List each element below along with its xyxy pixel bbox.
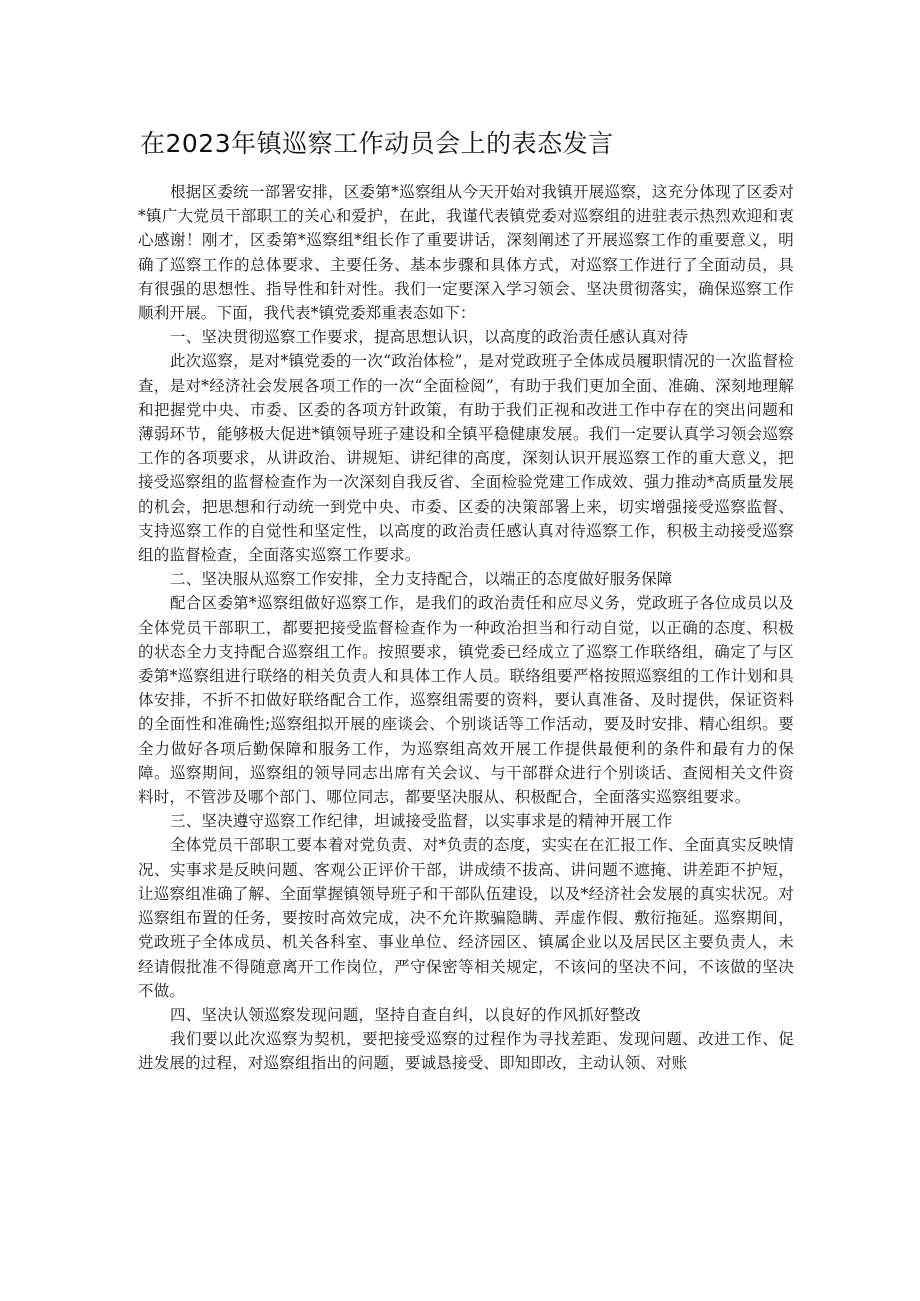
section-1 xyxy=(138,325,794,567)
intro-paragraph: 根据区委统一部署安排，区委第*巡察组从今天开始对我镇开展巡察，这充分体现了区委对*镇广大党员干部职工的关心和爱护，在此，我谨代表镇党委对巡察组的进驻表示热烈欢迎和衷心感谢！刚才，区委第*巡察组*组长作了重要讲话，深刻阐述了开展巡察工作的重要意义，明确了巡察工作的总体要求、主要任务、基本步骤和具体方式，对巡察工作进行了全面动员，具有很强的思想性、指导性和针对性。我们一定要深入学习领会、坚决贯彻落实，确保巡察工作顺利开展。下面，我代表*镇党委郑重表态如下： xyxy=(138,183,794,323)
section-2 xyxy=(138,567,794,809)
section-body: 全体党员干部职工要本着对党负责、对*负责的态度，实实在在汇报工作、全面真实反映情况、实事求是反映问题、客观公正评价干部，讲成绩不拔高、讲问题不遮掩、讲差距不护短，让巡察组准确了解、全面掌握镇领导班子和干部队伍建设，以及*经济社会发展的真实状况。对巡察组布置的任务，要按时高效完成，决不允许欺骗隐瞒、弄虚作假、敷衍拖延。巡察期间，党政班子全体成员、机关各科室、事业单位、经济园区、镇属企业以及居民区主要负责人，未经请假批准不得随意离开工作岗位，严守保密等相关规定，不该问的坚决不问，不该做的坚决不做。 xyxy=(138,836,794,1000)
section-heading: 一、坚决贯彻巡察工作要求，提高思想认识，以高度的政治责任感认真对待 xyxy=(170,328,689,347)
section-heading: 二、坚决服从巡察工作安排，全力支持配合，以端正的态度做好服务保障 xyxy=(170,570,673,589)
section-4 xyxy=(138,1003,794,1076)
section-heading: 三、坚决遵守巡察工作纪律，坦诚接受监督，以实事求是的精神开展工作 xyxy=(170,812,673,831)
document-page xyxy=(138,126,794,1076)
section-body: 我们要以此次巡察为契机，要把接受巡察的过程作为寻找差距、发现问题、改进工作、促进发展的过程，对巡察组指出的问题，要诚恳接受、即知即改，主动认领、对账 xyxy=(138,1030,794,1073)
section-heading: 四、坚决认领巡察发现问题，坚持自查自纠，以良好的作风抓好整改 xyxy=(170,1005,642,1024)
section-3 xyxy=(138,809,794,1003)
section-body: 配合区委第*巡察组做好巡察工作，是我们的政治责任和应尽义务，党政班子各位成员以及全体党员干部职工，都要把接受监督检查作为一种政治担当和行动自觉，以正确的态度、积极的状态全力支持配合巡察组工作。按照要求，镇党委已经成立了巡察工作联络组，确定了与区委第*巡察组进行联络的相关负责人和具体工作人员。联络组要严格按照巡察组的工作计划和具体安排，不折不扣做好联络配合工作，巡察组需要的资料，要认真准备、及时提供，保证资料的全面性和准确性;巡察组拟开展的座谈会、个别谈话等工作活动，要及时安排、精心组织。要全力做好各项后勤保障和服务工作，为巡察组高效开展工作提供最便利的条件和最有力的保障。巡察期间，巡察组的领导同志出席有关会议、与干部群众进行个别谈话、查阅相关文件资料时，不管涉及哪个部门、哪位同志，都要坚决服从、积极配合，全面落实巡察组要求。 xyxy=(138,594,794,807)
section-body: 此次巡察，是对*镇党委的一次“政治体检”，是对党政班子全体成员履职情况的一次监督检查，是对*经济社会发展各项工作的一次“全面检阅”，有助于我们更加全面、准确、深刻地理解和把握党中央、市委、区委的各项方针政策，有助于我们正视和改进工作中存在的突出问题和薄弱环节，能够极大促进*镇领导班子建设和全镇平稳健康发展。我们一定要认真学习领会巡察工作的各项要求，从讲政治、讲规矩、讲纪律的高度，深刻认识开展巡察工作的重大意义，把接受巡察组的监督检查作为一次深刻自我反省、全面检验党建工作成效、强力推动*高质量发展的机会，把思想和行动统一到党中央、市委、区委的决策部署上来，切实增强接受巡察监督、支持巡察工作的自觉性和坚定性，以高度的政治责任感认真对待巡察工作，积极主动接受巡察组的监督检查，全面落实巡察工作要求。 xyxy=(138,352,794,565)
document-title: 在2023年镇巡察工作动员会上的表态发言 xyxy=(140,129,614,158)
